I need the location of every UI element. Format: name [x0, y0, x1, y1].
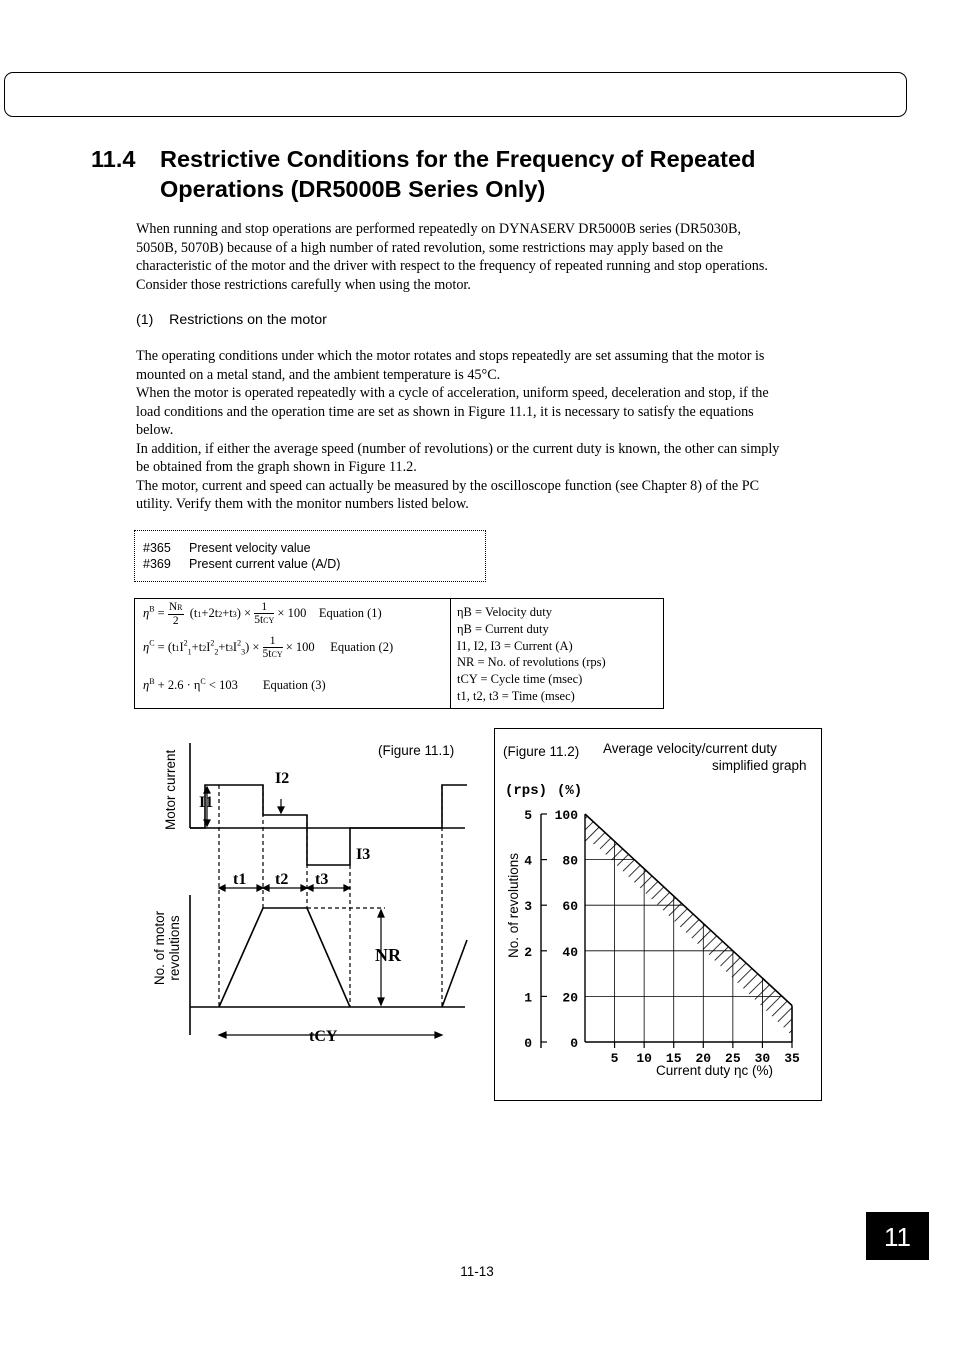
- equation-3: $\eta^B + 2.6 \cdot \eta^C < 103$ Equation (3): [143, 677, 326, 693]
- body-paragraph: [136, 347, 779, 514]
- fraction: $\frac{1}{\text{5tCY}}$: [254, 601, 275, 626]
- x-tick-label: 5: [610, 1051, 619, 1066]
- monitor-row: [143, 540, 485, 556]
- section-number: 11.4: [91, 146, 136, 172]
- definition: tCY = Cycle time (msec): [457, 672, 583, 687]
- monitor-row: [143, 556, 485, 572]
- label-NR: NR: [375, 945, 401, 965]
- figure1-timing-diagram: [185, 735, 485, 1055]
- divider: [450, 599, 451, 708]
- x-tick-label: 20: [695, 1051, 712, 1066]
- label-t3: t3: [315, 871, 329, 888]
- y-tick-label-rps: 3: [524, 899, 532, 915]
- hatched-band: [585, 814, 792, 1036]
- unit-rps: (rps): [505, 783, 548, 799]
- y-tick-label-rps: 2: [524, 944, 532, 960]
- y-tick-label-pct: 60: [562, 899, 578, 915]
- intro-paragraph: [136, 220, 768, 294]
- text-line: below.: [136, 422, 174, 438]
- text-line: When running and stop operations are performed repeatedly on DYNASERV DR5000B series (DR5030B,: [136, 221, 741, 237]
- text-line: In addition, if either the average speed (number of revolutions) or the current duty is known, the other can simply: [136, 440, 780, 457]
- x-tick-label: 15: [665, 1051, 682, 1066]
- text-line: load conditions and the operation time are set as shown in Figure 11.1, it is necessary to satisfy the equations: [136, 403, 754, 420]
- text-line: mounted on a metal stand, and the ambient temperature is 45°C.: [136, 366, 501, 383]
- definition: ηB = Velocity duty: [457, 605, 552, 619]
- figure2-xlabel: Current duty ηc (%): [656, 1063, 774, 1078]
- equations-box: [134, 598, 664, 709]
- definition: ηB = Current duty: [457, 621, 549, 636]
- y-tick-label-pct: 20: [562, 990, 578, 1006]
- section-title-line1: Restrictive Conditions for the Frequency of Repeated: [160, 146, 756, 172]
- x-tick-label: 25: [725, 1051, 741, 1066]
- y-tick-label-pct: 80: [562, 853, 578, 869]
- definition: t1, t2, t3 = Time (msec): [457, 688, 575, 703]
- text-line: The motor, current and speed can actually be measured by the oscilloscope function (see Chapter 8) of the PC: [136, 477, 760, 494]
- subheading: (1) Restrictions on the motor: [136, 312, 327, 328]
- y-tick-label-pct: 40: [562, 944, 578, 960]
- text-line: utility. Verify them with the monitor numbers listed below.: [136, 496, 469, 512]
- unit-pct: (%): [557, 783, 583, 799]
- figure2-chart: [494, 728, 822, 1101]
- equation-3-label: Equation (3): [262, 678, 326, 693]
- y-tick-label-rps: 5: [524, 808, 532, 823]
- x-tick-label: 30: [754, 1051, 771, 1066]
- monitor-no: #369: [143, 557, 171, 571]
- figure2-ylabel: No. of revolutions: [506, 852, 521, 958]
- label-I3: I3: [356, 846, 371, 863]
- x-tick-label: 10: [636, 1051, 652, 1066]
- definition: I1, I2, I3 = Current (A): [457, 638, 573, 653]
- text-line: Consider those restrictions carefully when using the motor.: [136, 276, 471, 293]
- definitions: [457, 604, 606, 705]
- series-line: [585, 814, 792, 1006]
- fraction: $\frac{1}{\text{5tCY}}$: [262, 635, 283, 660]
- equation-2: $\eta^C = (t1I^2_1+t2I^2_2+t3I^2_3)$ × $\frac{1}{\text{5tCY}}$ × 100 Equation (2): [143, 635, 394, 660]
- monitor-numbers-box: [134, 530, 486, 582]
- equation-1-label: Equation (1): [318, 605, 382, 620]
- figure2-title-line2: simplified graph: [712, 758, 807, 773]
- text-line: When the motor is operated repeatedly with a cycle of acceleration, uniform speed, deceleration and stop, if the: [136, 385, 769, 401]
- equation-1: $\eta^B$ = $\frac{NR}{2}$ (t1+2t2+t3) × $\frac{1}{\text{5tCY}}$ × 100 Equation (1): [143, 601, 382, 627]
- figure1-ylabel-bottom: No. of motor revolutions: [152, 910, 182, 986]
- page-number: 11-13: [460, 1264, 494, 1279]
- label-I2: I2: [275, 770, 290, 787]
- y-tick-label-rps: 1: [524, 990, 532, 1006]
- x-tick-label: 35: [784, 1051, 800, 1066]
- figure2-title-line1: Average velocity/current duty: [603, 741, 777, 756]
- definition: NR = No. of revolutions (rps): [457, 655, 606, 670]
- figure1-caption: (Figure 11.1): [378, 743, 455, 758]
- y-tick-label-rps: 0: [524, 1036, 532, 1051]
- label-tCY: tCY: [309, 1028, 338, 1045]
- y-tick-label-pct: 100: [554, 808, 578, 823]
- text-line: be obtained from the graph shown in Figure 11.2.: [136, 459, 417, 475]
- equation-2-label: Equation (2): [330, 639, 394, 654]
- section-title-line2: Operations (DR5000B Series Only): [160, 176, 546, 202]
- label-t2: t2: [275, 871, 289, 888]
- label-t1: t1: [233, 871, 247, 888]
- text-line: 5050B, 5070B) because of a high number of rated revolution, some restrictions may apply based on the: [136, 239, 724, 256]
- text-line: characteristic of the motor and the driver with respect to the frequency of repeated running and stop operations.: [136, 258, 768, 274]
- chapter-tab: 11: [866, 1212, 929, 1260]
- label-I1: I1: [199, 794, 214, 811]
- monitor-label: Present velocity value: [189, 541, 311, 555]
- text-line: The operating conditions under which the motor rotates and stops repeatedly are set assuming that the motor is: [136, 348, 765, 364]
- fraction: $\frac{NR}{2}$: [168, 601, 183, 627]
- y-tick-label-pct: 0: [570, 1036, 578, 1051]
- chart-plot-area: [524, 808, 800, 1066]
- monitor-label: Present current value (A/D): [189, 557, 341, 571]
- figure2-caption: (Figure 11.2): [503, 744, 580, 759]
- y-tick-label-rps: 4: [524, 853, 532, 869]
- monitor-no: #365: [143, 541, 171, 555]
- header-frame: [4, 72, 907, 117]
- figure1-ylabel-top: Motor current: [163, 749, 178, 830]
